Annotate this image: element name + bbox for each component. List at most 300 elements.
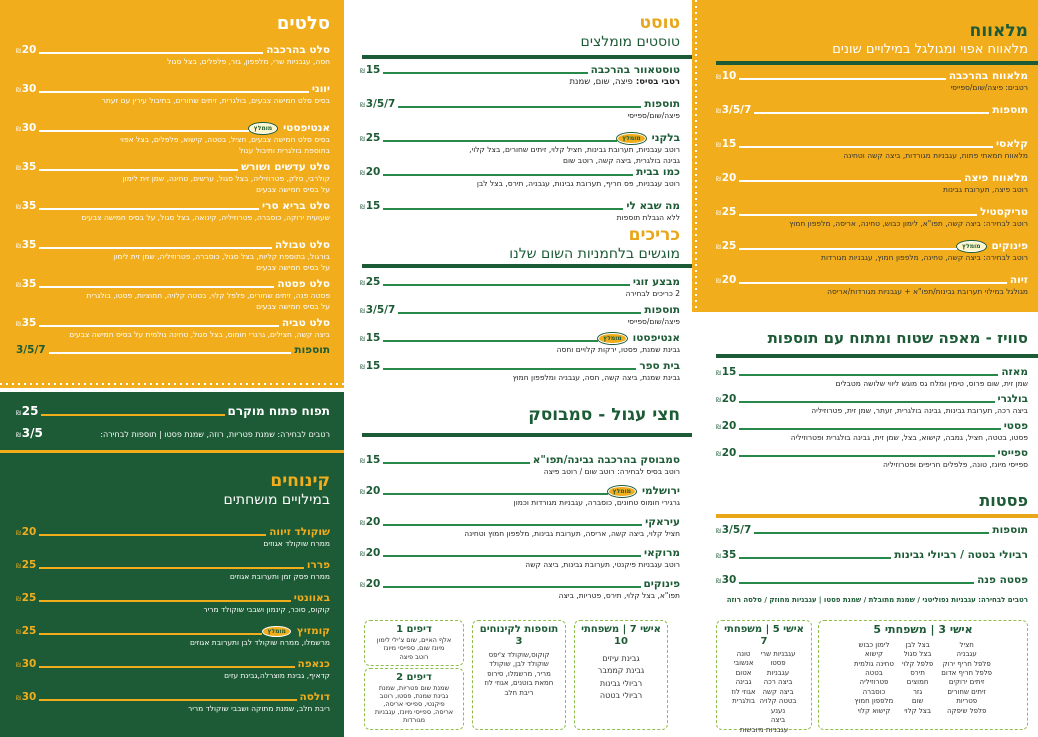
menu-item[interactable] [16,81,330,106]
currency-symbol: ₪ [360,520,365,527]
item-description: שמן זית, שום פרוס, טימין ומלח גס מוגש ליווי שלושה מטבלים [835,379,1028,388]
price-value: 30 [21,83,37,95]
leader-line [39,247,272,249]
box-list-item: זיתים ירוקים [948,678,985,687]
menu-item[interactable] [16,276,330,312]
item-price [716,524,754,536]
item-row [716,364,1028,378]
currency-symbol: ₪ [16,87,21,94]
item-row [16,276,330,290]
leader-line [739,248,957,250]
currency-symbol: ₪ [716,397,721,404]
price-value: 3/5/7 [721,524,752,536]
menu-item[interactable] [716,391,1028,416]
recommended-badge: מומלץ [249,123,277,134]
item-price [716,138,739,150]
item-name: יווני [311,83,330,95]
currency-symbol: ₪ [360,458,365,465]
focaccia-item[interactable] [16,404,330,440]
item-name: מלאווח פיצה [964,172,1028,184]
box-list-item: פטרוזיליה [859,678,889,687]
box-list-item: עגבניות שרי [760,650,796,658]
item-row [360,483,680,497]
currency-symbol: ₪ [716,108,721,115]
leader-line [739,282,1007,284]
box-dessert-extras-title: תוספות לקינוחים 3 [479,624,559,647]
item-row [716,445,1028,459]
price-value: 15 [721,366,737,378]
menu-item[interactable] [360,302,680,327]
menu-item[interactable] [716,572,1028,586]
item-row [16,198,330,212]
item-price [360,454,383,466]
box-list-item: מיונז שום, ספייסי מיונז [383,644,445,653]
leader-line [39,666,294,668]
box-list-item: כוסברה [862,687,886,696]
item-price [16,239,39,251]
price-value: 3/5/7 [365,304,396,316]
menu-item[interactable] [16,689,330,714]
leader-line [39,534,266,536]
menu-item[interactable] [16,198,330,223]
menu-item[interactable] [716,522,1028,536]
box-personal3-col3 [854,641,894,717]
item-price [716,274,739,286]
item-name: רביולי בטטה / רביולי גבינות [894,549,1028,561]
item-description: גבינת שמנת, פסטו, ירקות קלויים וחסה [556,345,680,354]
currency-symbol: ₪ [360,582,365,589]
price-value: 15 [365,332,381,344]
menu-item[interactable] [16,623,330,648]
menu-item[interactable] [360,62,680,88]
item-row [360,96,680,110]
menu-item[interactable] [716,68,1028,93]
item-description: ביצה רכה, תערובת גבינות, גבינה בולגרית, זעתר, שמן זית, פטרוזיליה [811,406,1028,415]
menu-item[interactable] [16,237,330,273]
leader-line [383,524,642,526]
item-description: פסטו, בטטה, חציל, גמבה, קישוא, בצל, שמן זית, גבינה בולגרית ופטרוזיליה [790,433,1028,442]
menu-item[interactable] [716,238,1028,263]
leader-line [39,633,262,635]
price-value: 35 [21,200,37,212]
box-list-item: שום [911,697,924,706]
item-row [16,557,330,571]
price-value: 30 [721,574,737,586]
item-row [360,576,680,590]
item-row [716,418,1028,432]
sambusak-list [360,452,680,612]
currency-symbol: ₪ [716,528,721,535]
salads-panel [0,0,344,388]
item-description: רטבים: פיצה/שום/ספייסי [950,83,1028,92]
menu-item[interactable] [16,557,330,582]
menu-item[interactable] [16,524,330,549]
price-value: 15 [721,138,737,150]
price-value: 20 [721,274,737,286]
item-name-wrap [608,485,680,497]
malawah-panel [692,0,1038,312]
currency-symbol: ₪ [360,280,365,287]
item-name: סלט עדשים ושורש [241,161,330,173]
item-description: על בסיס חמישה צבעים [256,301,330,311]
item-name: סמבוסק בהרכבה גבינה/תפו"א [532,454,680,466]
focaccia-desc: רטבים לבחירה: שמנת פטריות, רוזה, שמנת פסטו | תוספות לבחירה: [100,429,330,439]
box-list-item: שמנת שום פטריות, שמנת [378,683,450,692]
menu-item[interactable] [360,274,680,299]
currency-symbol: ₪ [16,530,21,537]
box-dips1 [364,620,464,666]
price-value: 25 [21,559,37,571]
item-description: בתוספת בולגרית ותיבול עגול [239,145,330,155]
item-description: גבינת שמנת, ביצה קשה, חסה, עגבניה ומלפפון חמוץ [512,373,680,382]
item-description: רוטב עגבניות פיקנטי, תערובת גבינות, ביצה קשה [525,560,680,569]
item-price: 3/5/7 [16,344,46,356]
price-value: 15 [365,200,381,212]
item-price [16,625,39,637]
currency-symbol: ₪ [16,662,21,669]
box-list-item: בולגרית [732,697,756,706]
item-name: קומזיץ [296,625,330,637]
item-description: קדאיף, גבינת מוצרלה,גבינת עזים [224,671,330,680]
item-price [16,83,39,95]
box-list-item: גבינת קממבר [597,666,645,676]
menu-item[interactable] [716,102,1028,116]
price-value: 25 [365,132,381,144]
box-list-item: תירס [910,668,925,677]
menu-item[interactable] [716,418,1028,443]
item-name: תוספות [644,98,680,110]
box-list-item: שוקולד לבן, שוקולד [489,660,549,669]
recommended-badge: מומלץ [957,241,985,252]
item-row [360,130,680,144]
box-list-item: רביולי גבינות [599,678,643,688]
item-name: תוספות [294,344,330,356]
box-list-item: פלפל שיפקה [946,706,987,715]
item-description: בסיס סלט חמישה צבעים, בולגרית, זיתים שחורים, בתיבול עירין עם זעתר [101,96,330,105]
item-price [360,360,383,372]
item-price [360,64,383,76]
leader-line [383,368,636,370]
menu-item[interactable] [360,452,680,477]
item-price [360,332,383,344]
leader-line [739,557,891,559]
leader-line [383,340,598,342]
box-list-item: בצל סגול [903,650,932,659]
item-description: בורגול, בתוספת קליות, בצל סגול, כוסברה, פטרוזיליה, שמן זית לימון [113,252,330,261]
box-list-item: גזר [912,687,923,696]
box-personal3-col2 [902,641,933,717]
salads-extras[interactable] [16,342,330,356]
menu-item[interactable] [716,136,1028,161]
box-list-item: גבינת שמנת, פסטו, רוטב [379,691,449,700]
malawah-list [716,68,1028,308]
box-list-item: ביצה רכה [763,678,793,687]
swiss-panel [692,312,1038,620]
menu-item[interactable] [716,547,1028,561]
item-row [716,204,1028,218]
currency-symbol: ₪ [360,308,365,315]
price-value: 30 [21,658,37,670]
box-list-item: לימון כבוש [858,640,890,649]
focaccia-name: תפוח פתוח מוקרם [227,404,330,418]
item-price [716,447,739,459]
item-price [16,278,39,290]
desserts-subtitle: במילויים מושחתים [223,491,330,508]
leader-line [739,428,1000,430]
currency-symbol: ₪ [716,142,721,149]
item-row [360,302,680,316]
box-list-item: עגבניות [766,668,790,677]
currency-symbol: ₪ [16,563,21,570]
item-price [16,559,39,571]
menu-item[interactable] [360,545,680,570]
box-personal7-title: אישי 7 | משפחתי 10 [581,624,661,647]
box-list-item: אטום [735,668,752,677]
box-personal5-extra: עגבניות מיובשות [739,725,789,734]
leader-line [398,106,641,108]
item-description: חציל קלוי, ביצה קשה, אריסה, תערובת גבינות, מלפפון חמוץ וטחינה [464,529,680,538]
item-price [360,485,383,497]
item-price [16,122,39,134]
leader-line [49,352,292,354]
recommended-badge: מומלץ [617,133,645,144]
price-value: 20 [721,420,737,432]
item-price [716,240,739,252]
item-row [716,272,1028,286]
price-value: 25 [721,240,737,252]
menu-item[interactable] [360,514,680,539]
currency-symbol: ₪ [716,578,721,585]
item-row [716,522,1028,536]
price-value: 20 [721,447,737,459]
leader-line [398,312,641,314]
item-name: אנטיפסטי [283,122,330,134]
toast-title: טוסט [639,13,680,33]
item-row [360,62,680,76]
item-description: קוקוס, סוכר, קינמון ושבבי שוקולד מריר [203,605,330,614]
item-name: טריקסטיל [980,206,1028,218]
menu-item[interactable] [716,204,1028,229]
currency-symbol: ₪ [16,48,21,55]
item-name: סלט בהרכבה [266,44,330,56]
item-description: מגולגל במילוי תערובת גבינות/תפו"א + עגבניות מגורדות/אריסה [827,287,1028,296]
menu-item[interactable] [716,445,1028,470]
price-value: 25 [21,592,37,604]
price-value: 30 [21,122,37,134]
box-personal7 [574,620,668,730]
menu-item[interactable] [360,358,680,383]
menu-item[interactable] [360,96,680,121]
item-price [360,98,398,110]
leader-line [739,374,998,376]
item-price [360,578,383,590]
item-name: עיראקי [645,516,680,528]
menu-item[interactable] [360,164,680,189]
menu-item[interactable] [360,198,680,223]
item-subtitle [360,76,680,88]
currency-symbol: ₪ [360,489,365,496]
leader-line [383,284,630,286]
item-row [16,315,330,329]
item-row [16,120,330,134]
leader-line [739,401,994,403]
desserts-panel [0,392,344,737]
price-value: 15 [365,360,381,372]
divider [0,450,344,453]
dotted-divider [0,383,344,385]
box-list-item: קישוא [864,650,883,659]
box-dips2-list [369,684,459,725]
price-value: 25 [721,206,737,218]
box-dips2-title: דיפים 2 [396,672,432,683]
toast-list [360,62,680,222]
pitas-list [360,274,680,389]
box-list-item: עגבניה [956,650,977,659]
leader-line [383,208,623,210]
currency-symbol: ₪ [360,336,365,343]
menu-item[interactable] [360,130,680,166]
price-value: 25 [21,625,37,637]
price-value: 20 [365,485,381,497]
item-name: כמו בבית [636,166,680,178]
leader-line [739,146,993,148]
menu-item[interactable] [716,272,1028,297]
price-value: 15 [365,454,381,466]
item-description: ממרח פסק זמן ותערובת אגוזים [229,572,330,581]
leader-line [754,532,989,534]
box-list-item: גבינת עיזים [602,654,640,663]
menu-item[interactable] [360,576,680,601]
item-price [360,276,383,288]
menu-item[interactable] [716,170,1028,195]
item-name: פסטה פנה [977,574,1028,586]
leader-line [754,112,989,114]
box-list-item: רביולי בטטה [599,691,643,701]
price-value: 35 [21,239,37,251]
currency-symbol: ₪ [360,68,365,75]
currency-symbol: ₪ [16,165,21,172]
menu-item[interactable] [16,159,330,195]
leader-line [383,72,587,74]
item-name: מלאווח בהרכבה [948,70,1028,82]
box-personal7-list [579,653,663,703]
recommended-badge: מומלץ [608,486,636,497]
box-list-item: פלפל חריף אדום [941,668,993,677]
leader-line [39,600,290,602]
leader-line [39,699,296,701]
swiss-title: סוויז - מאפה שטוח ומתוח עם תוספות [767,329,1028,347]
box-list-item: ביצה קשה [762,687,794,696]
item-row [716,391,1028,405]
box-list-item: בטטה [865,668,883,677]
item-description: תפו"א, בצל קלוי, תירס, פטריות, ביצה [558,591,680,600]
item-price [360,200,383,212]
price-value: 35 [721,549,737,561]
menu-item[interactable] [16,42,330,67]
item-row [716,102,1028,116]
focaccia-price: ₪25 [16,404,39,418]
item-price [16,44,39,56]
box-list-item: פסטו [770,659,786,668]
item-row [16,689,330,703]
item-name: מה שבא לי [626,200,680,212]
leader-line [739,582,974,584]
item-price [16,317,39,329]
box-dessert-extras-list [477,651,561,698]
currency-symbol: ₪ [716,210,721,217]
item-name: סלט בריא סרי [262,200,330,212]
leader-line [39,52,263,54]
leader-line [39,130,248,132]
menu-item[interactable] [16,120,330,156]
currency-symbol: ₪ [360,204,365,211]
pasta-list [716,522,1028,602]
item-description: רוטב לבחירה: ביצה קשה, טחינה, מלפפון חמוץ, עגבניות מגורדות [821,253,1028,262]
leader-line [739,214,977,216]
item-name: ספייסי [997,447,1028,459]
box-dips2 [364,668,464,730]
item-name-wrap [249,122,330,134]
leader-line [39,286,274,288]
item-row [360,198,680,212]
menu-item[interactable] [360,330,680,355]
item-price [716,574,739,586]
item-name: מאזה [1001,366,1028,378]
item-row [360,452,680,466]
item-price [716,70,739,82]
leader-line [39,169,238,171]
item-row [16,590,330,604]
item-price [716,172,739,184]
item-description: ריבת חלב, שמנת מתוקה ושבבי שוקולד מריר [187,704,330,713]
box-list-item: ביצה [770,716,786,725]
pasta-title: פסטות [979,491,1028,510]
currency-symbol: ₪ [360,102,365,109]
menu-item[interactable] [16,656,330,681]
box-list-item: פיקנטי, ספייסי אריסה, [383,699,445,708]
menu-item[interactable] [16,590,330,615]
item-description: בסיס סלט חמישה צבעים, חציל, בטטה, קישוא, פלפלים, בצל אפוי [120,135,330,144]
menu-item[interactable] [360,483,680,508]
item-price [16,658,39,670]
price-value: 20 [21,44,37,56]
item-price [16,526,39,538]
currency-symbol: ₪ [716,74,721,81]
price-value: 25 [365,276,381,288]
box-list-item: בצל לבן [905,640,930,649]
menu-item[interactable] [16,315,330,340]
sub-label: רטבי בסיס: [632,77,680,87]
leader-line [39,325,279,327]
item-price [360,304,398,316]
toast-subtitle: טוסטים מומלצים [580,33,680,50]
box-personal3-title: אישי 3 | משפחתי 5 [873,623,973,636]
pitas-title: כריכים [628,225,680,245]
swiss-list [716,364,1028,484]
price-value: 10 [721,70,737,82]
item-price [716,206,739,218]
item-row [716,238,1028,252]
sambusak-title: חצי עגול - סמבוסק [528,405,680,425]
item-row [716,572,1028,586]
leader-line [39,91,309,93]
item-name: תוספות [992,524,1028,536]
currency-symbol: ₪ [16,282,21,289]
menu-item[interactable] [716,364,1028,389]
box-list-item: חציל [959,640,974,649]
item-description: גרגירי חומוס טחונים, כוסברה, עגבניות מגורדות וכמון [513,498,680,507]
box-list-item: אנשובי [733,659,754,668]
